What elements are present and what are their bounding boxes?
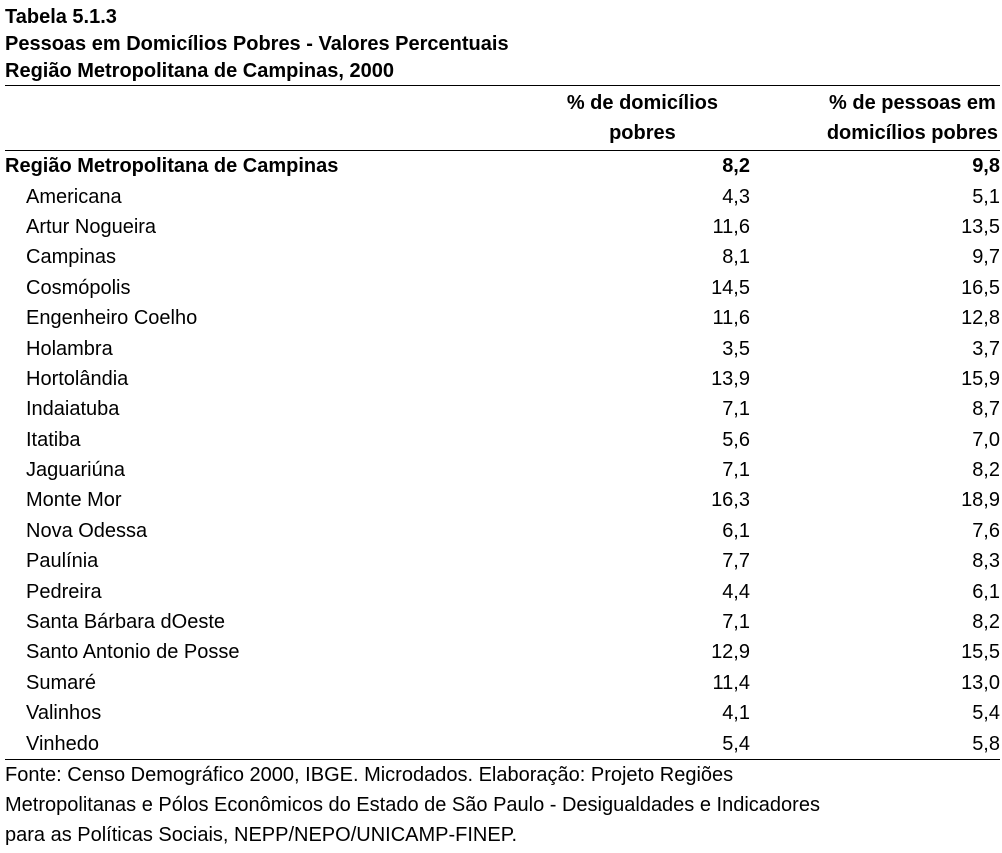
row-value-domicilios: 12,9 bbox=[711, 641, 750, 664]
row-value-domicilios: 8,2 bbox=[722, 155, 750, 178]
row-name: Cosmópolis bbox=[26, 276, 131, 299]
column-header-domicilios-line1: % de domicílios bbox=[566, 92, 718, 114]
row-value-domicilios: 3,5 bbox=[722, 337, 750, 360]
row-value-domicilios: 16,3 bbox=[711, 489, 750, 512]
table-row bbox=[5, 242, 1000, 272]
row-value-pessoas: 12,8 bbox=[961, 307, 1000, 330]
row-value-domicilios: 7,1 bbox=[722, 398, 750, 421]
row-value-pessoas: 9,7 bbox=[972, 246, 1000, 269]
row-name: Região Metropolitana de Campinas bbox=[5, 155, 339, 178]
row-value-domicilios: 4,1 bbox=[722, 702, 750, 725]
table-row bbox=[5, 485, 1000, 515]
row-value-domicilios: 5,4 bbox=[545, 728, 750, 759]
row-name: Sumaré bbox=[26, 671, 97, 694]
column-header-pessoas-line1: % de pessoas em bbox=[829, 92, 996, 114]
table-row bbox=[5, 576, 1000, 606]
column-header-pessoas-line2: domicílios pobres bbox=[826, 122, 998, 144]
source-note bbox=[5, 760, 1000, 850]
row-name: Americana bbox=[26, 185, 122, 208]
document bbox=[5, 4, 1000, 850]
table-row bbox=[5, 607, 1000, 637]
row-name: Itatiba bbox=[26, 428, 81, 451]
row-value-pessoas: 15,5 bbox=[961, 641, 1000, 664]
row-value-pessoas: 13,0 bbox=[961, 671, 1000, 694]
row-name: Paulínia bbox=[26, 550, 99, 573]
row-value-domicilios: 11,6 bbox=[712, 215, 750, 238]
row-value-pessoas: 5,8 bbox=[750, 728, 1000, 759]
row-value-pessoas: 8,3 bbox=[972, 550, 1000, 573]
table-row bbox=[5, 546, 1000, 576]
row-name: Indaiatuba bbox=[26, 398, 120, 421]
row-name: Holambra bbox=[26, 337, 113, 360]
row-name: Pedreira bbox=[26, 580, 102, 603]
row-value-domicilios: 13,9 bbox=[711, 367, 750, 390]
column-header-domicilios bbox=[545, 86, 750, 151]
title-block bbox=[5, 4, 1000, 85]
source-line-1: Fonte: Censo Demográfico 2000, IBGE. Microdados. Elaboração: Projeto Regiões bbox=[5, 763, 734, 786]
row-name: Engenheiro Coelho bbox=[26, 307, 198, 330]
row-name: Artur Nogueira bbox=[26, 215, 157, 238]
table-row bbox=[5, 516, 1000, 546]
row-value-domicilios: 11,4 bbox=[712, 671, 750, 694]
table-row bbox=[5, 668, 1000, 698]
table-row bbox=[5, 212, 1000, 242]
row-value-domicilios: 5,6 bbox=[722, 428, 750, 451]
table-row bbox=[5, 273, 1000, 303]
row-value-pessoas: 13,5 bbox=[961, 215, 1000, 238]
table-number: Tabela 5.1.3 bbox=[5, 6, 117, 28]
row-name: Santa Bárbara dOeste bbox=[26, 611, 226, 634]
row-name: Vinhedo bbox=[5, 728, 545, 759]
row-value-pessoas: 8,7 bbox=[972, 398, 1000, 421]
table-row bbox=[5, 364, 1000, 394]
source-line-2: Metropolitanas e Pólos Econômicos do Estado de São Paulo - Desigualdades e Indicadores bbox=[5, 793, 820, 816]
row-value-domicilios: 7,1 bbox=[722, 611, 750, 634]
row-value-pessoas: 18,9 bbox=[961, 489, 1000, 512]
data-table bbox=[5, 86, 1000, 760]
row-value-pessoas: 5,4 bbox=[972, 702, 1000, 725]
row-value-domicilios: 7,7 bbox=[722, 550, 750, 573]
table-row bbox=[5, 425, 1000, 455]
column-header-row bbox=[5, 86, 1000, 151]
table-row bbox=[5, 637, 1000, 667]
table-row bbox=[5, 333, 1000, 363]
row-value-pessoas: 6,1 bbox=[972, 580, 1000, 603]
row-value-pessoas: 7,0 bbox=[972, 428, 1000, 451]
source-line-3: para as Políticas Sociais, NEPP/NEPO/UNICAMP-FINEP. bbox=[5, 823, 518, 846]
row-value-pessoas: 5,1 bbox=[972, 185, 1000, 208]
column-header-blank bbox=[5, 86, 545, 151]
table-subtitle: Região Metropolitana de Campinas, 2000 bbox=[5, 60, 394, 82]
table-row-total bbox=[5, 151, 1000, 182]
row-name: Monte Mor bbox=[26, 489, 122, 512]
table-row bbox=[5, 181, 1000, 211]
table-row bbox=[5, 728, 1000, 759]
row-name: Campinas bbox=[26, 246, 117, 269]
row-name: Nova Odessa bbox=[26, 519, 148, 542]
row-value-domicilios: 4,4 bbox=[722, 580, 750, 603]
row-value-domicilios: 6,1 bbox=[722, 519, 750, 542]
row-value-pessoas: 7,6 bbox=[972, 519, 1000, 542]
row-value-pessoas: 16,5 bbox=[961, 276, 1000, 299]
row-value-pessoas: 9,8 bbox=[972, 155, 1000, 178]
row-value-pessoas: 8,2 bbox=[972, 459, 1000, 482]
row-value-domicilios: 11,6 bbox=[712, 307, 750, 330]
column-header-pessoas bbox=[750, 86, 1000, 151]
row-value-pessoas: 8,2 bbox=[972, 611, 1000, 634]
row-value-domicilios: 14,5 bbox=[711, 276, 750, 299]
row-value-domicilios: 4,3 bbox=[722, 185, 750, 208]
table-title: Pessoas em Domicílios Pobres - Valores Percentuais bbox=[5, 33, 509, 55]
table-row bbox=[5, 394, 1000, 424]
table-row bbox=[5, 698, 1000, 728]
row-value-domicilios: 8,1 bbox=[722, 246, 750, 269]
row-value-pessoas: 15,9 bbox=[961, 367, 1000, 390]
row-value-domicilios: 7,1 bbox=[722, 459, 750, 482]
table-row bbox=[5, 455, 1000, 485]
row-name: Hortolândia bbox=[26, 367, 129, 390]
row-value-pessoas: 3,7 bbox=[972, 337, 1000, 360]
row-name: Valinhos bbox=[26, 702, 102, 725]
row-name: Santo Antonio de Posse bbox=[26, 641, 240, 664]
table-row bbox=[5, 303, 1000, 333]
row-name: Jaguariúna bbox=[26, 459, 125, 482]
column-header-domicilios-line2: pobres bbox=[609, 122, 676, 144]
